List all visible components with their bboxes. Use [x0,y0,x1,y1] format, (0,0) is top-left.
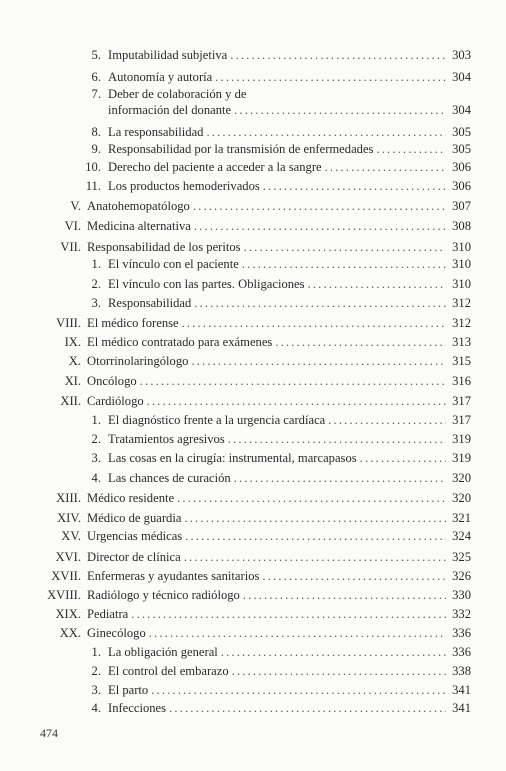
entry-title: El diagnóstico frente a la urgencia cardíaca [108,413,326,427]
entry-number: VI. [64,219,81,233]
entry-page: 303 [452,48,471,62]
entry-page: 320 [452,471,471,485]
entry-number: 2. [91,664,101,678]
entry-number: XII. [60,394,81,408]
dot-leader [131,606,446,622]
entry-page: 310 [452,240,471,254]
entry-title: El vínculo con las partes. Obligaciones [108,277,305,291]
toc-entry [0,218,506,234]
entry-number: VII. [60,240,81,254]
entry-page: 310 [452,277,471,291]
entry-number: 7. [91,87,101,101]
entry-title: El médico forense [87,316,179,330]
entry-page: 330 [452,588,471,602]
toc-entry [0,663,506,679]
entry-page: 324 [452,529,471,543]
entry-page: 325 [452,550,471,564]
entry-title: El médico contratado para exámenes [87,335,273,349]
toc-entry [0,470,506,486]
entry-title: Médico residente [87,491,175,505]
dot-leader [184,549,446,565]
entry-page: 305 [452,142,471,156]
entry-title: Medicina alternativa [87,219,191,233]
dot-leader [194,295,446,311]
entry-number: 4. [91,471,101,485]
toc-entry [0,124,506,140]
toc-entry [0,644,506,660]
dot-leader [308,276,446,292]
toc-entry [0,295,506,311]
entry-page: 307 [452,199,471,213]
dot-leader [149,625,446,641]
entry-page: 306 [452,179,471,193]
entry-page: 341 [452,683,471,697]
entry-title: Autonomía y autoría [108,70,213,84]
dot-leader [262,568,446,584]
entry-number: XIV. [57,511,81,525]
entry-title: Oncólogo [87,374,137,388]
toc-entry [0,239,506,255]
toc-entry [0,198,506,214]
dot-leader [147,393,446,409]
entry-page: 319 [452,451,471,465]
toc-entry [0,393,506,409]
toc-entry [0,625,506,641]
entry-number: XVIII. [47,588,81,602]
entry-title: Responsabilidad de los peritos [87,240,241,254]
entry-title: La responsabilidad [108,125,204,139]
entry-page: 317 [452,413,471,427]
entry-page: 315 [452,354,471,368]
entry-page: 313 [452,335,471,349]
entry-title: Médico de guardia [87,511,182,525]
entry-title: Imputabilidad subjetiva [108,48,228,62]
entry-number: 8. [91,125,101,139]
entry-number: XVII. [51,569,81,583]
entry-page: 304 [452,70,471,84]
toc-entry [0,159,506,175]
dot-leader [325,159,446,175]
entry-number: XIII. [56,491,81,505]
toc-entry [0,276,506,292]
dot-leader [328,412,446,428]
entry-number: 9. [91,142,101,156]
entry-page: 317 [452,394,471,408]
toc-entry [0,549,506,565]
toc-entry [0,353,506,369]
toc-entry [0,315,506,331]
entry-number: XI. [64,374,81,388]
dot-leader [193,198,446,214]
dot-leader [169,700,446,716]
entry-number: XX. [59,626,81,640]
dot-leader [244,239,446,255]
dot-leader [221,644,446,660]
dot-leader [275,334,446,350]
toc-entry [0,528,506,544]
entry-number: XVI. [55,550,81,564]
dot-leader [191,353,446,369]
entry-title: Tratamientos agresivos [108,432,225,446]
entry-number: 1. [91,645,101,659]
dot-leader [230,47,446,63]
entry-title: El parto [108,683,149,697]
dot-leader [194,218,446,234]
entry-title: El vínculo con el paciente [108,257,239,271]
entry-page: 310 [452,257,471,271]
toc-entry [0,334,506,350]
entry-number: 11. [85,179,101,193]
entry-title: Los productos hemoderivados [108,179,260,193]
entry-page: 306 [452,160,471,174]
dot-leader [263,178,446,194]
entry-number: VIII. [56,316,81,330]
entry-title: Responsabilidad por la transmisión de enfermedades [108,142,374,156]
entry-number: 1. [91,413,101,427]
entry-title: Director de clínica [87,550,181,564]
dot-leader [242,256,446,272]
toc-entry [0,86,506,102]
toc-entry [0,606,506,622]
entry-page: 336 [452,645,471,659]
dot-leader [140,373,446,389]
entry-number: X. [68,354,81,368]
entry-number: 3. [91,296,101,310]
entry-title: Radiólogo y técnico radiólogo [87,588,240,602]
entry-number: 3. [91,683,101,697]
entry-page: 304 [452,103,471,117]
entry-title: Derecho del paciente a acceder a la sangre [108,160,322,174]
dot-leader [151,682,446,698]
entry-number: 4. [91,701,101,715]
dot-leader [215,69,446,85]
entry-number: 2. [91,432,101,446]
entry-number: IX. [64,335,81,349]
entry-title: Infecciones [108,701,167,715]
dot-leader [234,102,446,118]
toc-entry [0,568,506,584]
toc-entry [0,47,506,63]
entry-title: información del donante [108,103,232,117]
entry-title: Enfermeras y ayudantes sanitarios [87,569,260,583]
toc-entry [0,682,506,698]
dot-leader [185,528,446,544]
entry-title: Urgencias médicas [87,529,183,543]
entry-page: 320 [452,491,471,505]
entry-page: 316 [452,374,471,388]
toc-entry-continuation [0,102,506,118]
entry-title: El control del embarazo [108,664,229,678]
entry-number: XV. [61,529,81,543]
entry-page: 338 [452,664,471,678]
dot-leader [232,663,446,679]
entry-page: 319 [452,432,471,446]
toc-entry [0,256,506,272]
entry-title: Las cosas en la cirugía: instrumental, marcapasos [108,451,357,465]
toc-entry [0,69,506,85]
entry-page: 326 [452,569,471,583]
entry-title: Las chances de curación [108,471,231,485]
toc-entry [0,141,506,157]
dot-leader [177,490,446,506]
entry-number: 3. [91,451,101,465]
dot-leader [376,141,446,157]
toc-entry [0,510,506,526]
dot-leader [228,431,446,447]
toc-entry [0,373,506,389]
entry-number: 1. [91,257,101,271]
toc-entry [0,450,506,466]
dot-leader [234,470,446,486]
toc-entry [0,431,506,447]
dot-leader [182,315,446,331]
entry-number: XIX. [55,607,81,621]
page-number: 474 [40,726,58,740]
entry-page: 305 [452,125,471,139]
toc-entry [0,490,506,506]
entry-number: 5. [91,48,101,62]
toc-entry [0,412,506,428]
entry-page: 341 [452,701,471,715]
entry-title: Responsabilidad [108,296,192,310]
entry-number: 6. [91,70,101,84]
entry-number: 2. [91,277,101,291]
toc-entry [0,700,506,716]
toc-entry [0,587,506,603]
entry-title: Anatohemopatólogo [87,199,190,213]
dot-leader [360,450,446,466]
entry-title: Ginecólogo [87,626,146,640]
entry-page: 312 [452,296,471,310]
entry-page: 332 [452,607,471,621]
dot-leader [206,124,446,140]
entry-title: Pediatra [87,607,129,621]
entry-title: La obligación general [108,645,218,659]
toc-entry [0,178,506,194]
entry-page: 321 [452,511,471,525]
entry-number: V. [70,199,81,213]
dot-leader [184,510,446,526]
dot-leader [243,587,446,603]
entry-page: 312 [452,316,471,330]
entry-page: 308 [452,219,471,233]
entry-title: Cardiólogo [87,394,144,408]
entry-title-line1: Deber de colaboración y de [108,87,247,101]
entry-title: Otorrinolaringólogo [87,354,189,368]
entry-page: 336 [452,626,471,640]
entry-number: 10. [85,160,101,174]
